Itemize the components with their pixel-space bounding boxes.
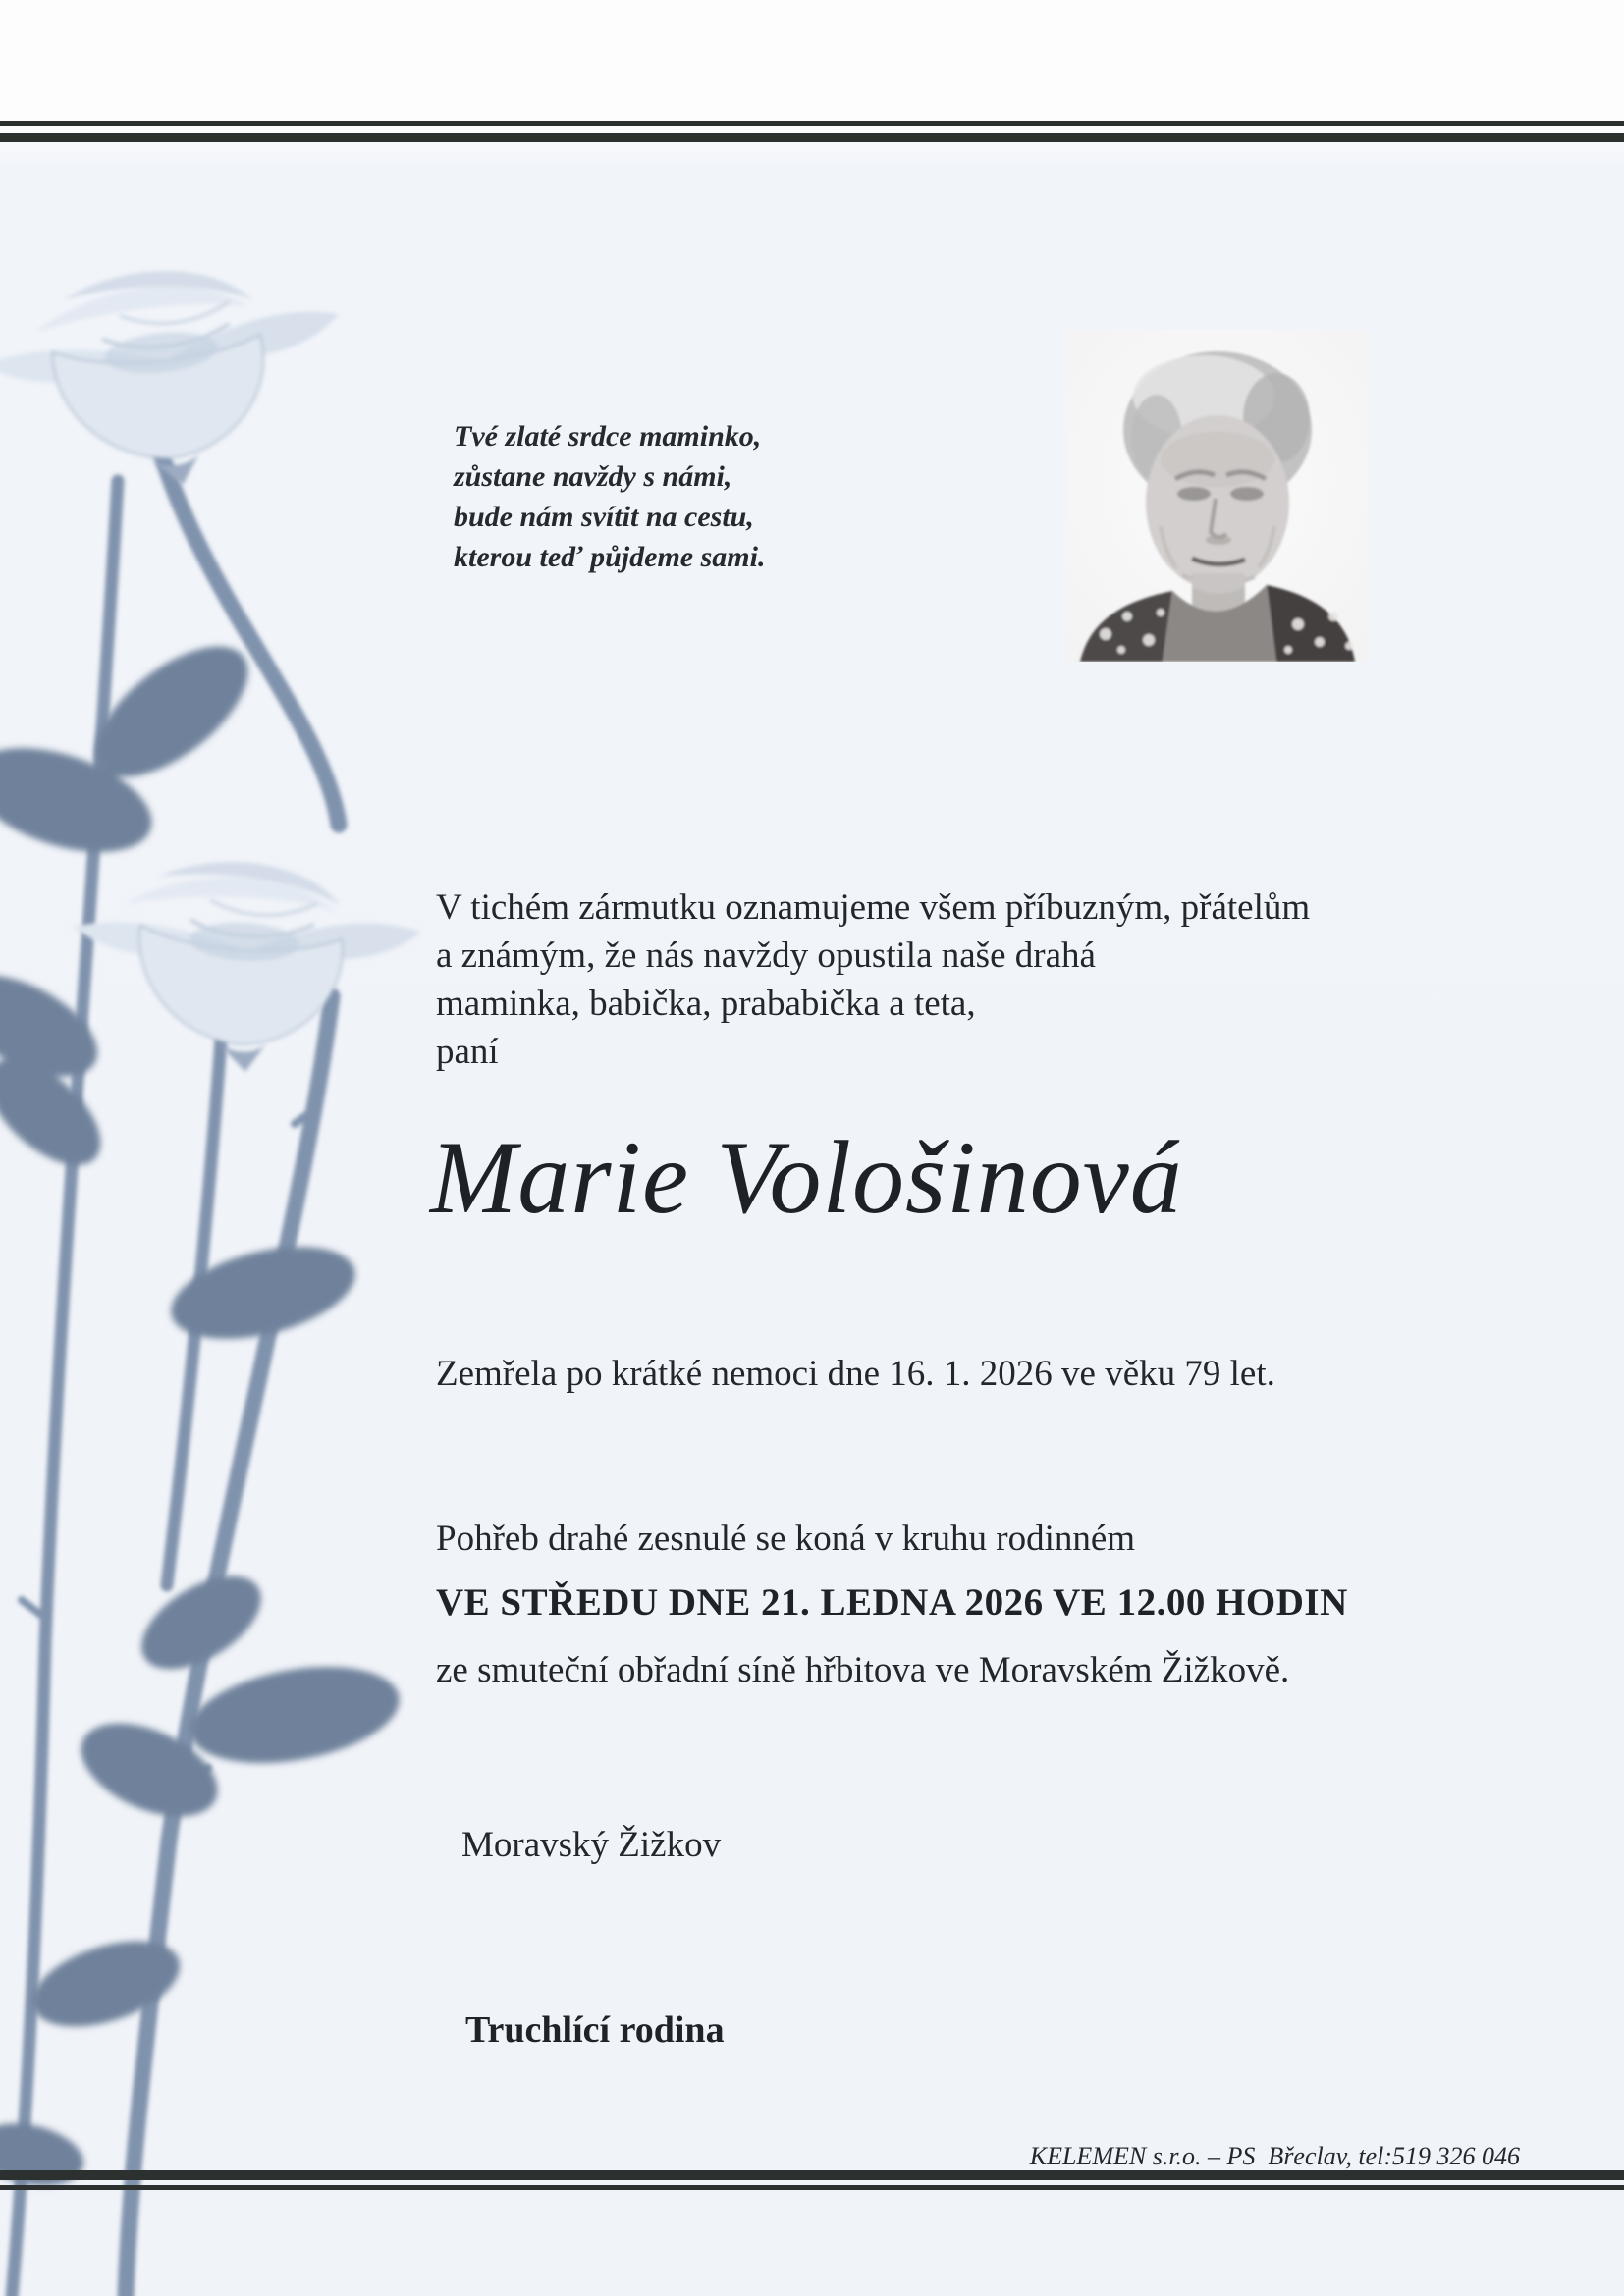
top-border-thin-line	[0, 121, 1624, 126]
top-border-thick-line	[0, 133, 1624, 142]
funeral-location: ze smuteční obřadní síně hřbitova ve Moravském Žižkově.	[436, 1650, 1290, 1690]
rose-bloom-top	[0, 252, 354, 504]
memorial-poem	[454, 416, 765, 577]
deceased-portrait-photo	[1066, 330, 1369, 662]
announcement-paragraph	[436, 883, 1310, 1076]
bottom-border-thin-line	[0, 2185, 1624, 2190]
announcement-line: V tichém zármutku oznamujeme všem příbuzným, přátelům	[436, 887, 1311, 928]
bottom-border-thick-line	[0, 2170, 1624, 2180]
death-details: Zemřela po krátké nemoci dne 16. 1. 2026 ve věku 79 let.	[436, 1354, 1275, 1394]
poem-line: kterou teď půjdeme sami.	[454, 541, 766, 573]
funeral-intro: Pohřeb drahé zesnulé se koná v kruhu rodinném	[436, 1519, 1136, 1559]
funeral-datetime: VE STŘEDU DNE 21. LEDNA 2026 VE 12.00 HODIN	[436, 1581, 1348, 1624]
deceased-name: Marie Vološinová	[430, 1120, 1183, 1235]
place-line: Moravský Žižkov	[461, 1825, 722, 1865]
poem-line: zůstane navždy s námi,	[454, 460, 732, 493]
family-signature: Truchlící rodina	[465, 2009, 725, 2051]
rose-bloom-middle	[67, 854, 424, 1081]
announcement-line: paní	[436, 1032, 499, 1072]
poem-line: Tvé zlaté srdce maminko,	[454, 420, 762, 453]
white-roses-photo	[0, 250, 427, 2296]
portrait-face	[1146, 415, 1289, 590]
announcement-line: maminka, babička, prababička a teta,	[436, 984, 976, 1024]
announcement-line: a známým, že nás navždy opustila naše drahá	[436, 935, 1096, 976]
funeral-home-footer: KELEMEN s.r.o. – PS Břeclav, tel:519 326 046	[1029, 2142, 1520, 2170]
poem-line: bude nám svítit na cestu,	[454, 501, 754, 533]
